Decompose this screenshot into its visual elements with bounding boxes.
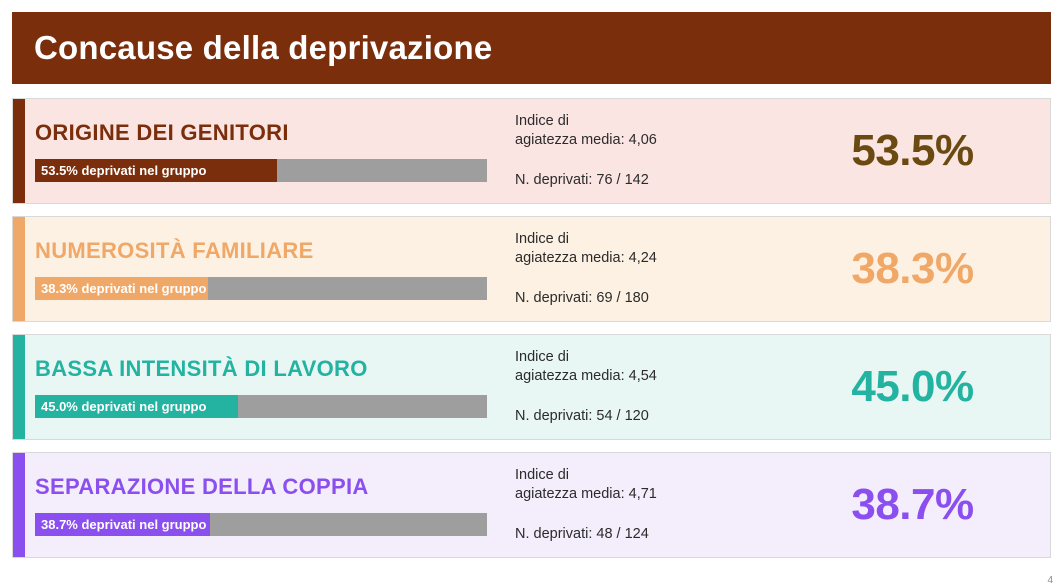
index-line-2: agiatezza media: 4,71	[515, 486, 657, 503]
bar-value-label: 38.3% deprivati nel gruppo	[41, 281, 207, 296]
card-left-column	[35, 238, 515, 300]
bar-value-label: 45.0% deprivati nel gruppo	[41, 399, 207, 414]
card-left-column	[35, 474, 515, 536]
percent-value: 38.3%	[851, 244, 974, 293]
percent-value: 53.5%	[851, 126, 974, 175]
percent-value: 38.7%	[851, 480, 974, 529]
index-line-2: agiatezza media: 4,54	[515, 368, 657, 385]
category-label: NUMEROSITÀ FAMILIARE	[35, 238, 314, 263]
bar-track	[35, 395, 487, 418]
index-line-1: Indice di	[515, 231, 570, 248]
card-left-column	[35, 356, 515, 418]
bar-track	[35, 159, 487, 182]
slide-title-bar	[12, 12, 1051, 84]
deprived-count-line: N. deprivati: 76 / 142	[515, 171, 649, 188]
card-accent-bar	[13, 335, 25, 439]
category-card	[12, 216, 1051, 322]
index-line-1: Indice di	[515, 467, 570, 484]
category-label: BASSA INTENSITÀ DI LAVORO	[35, 356, 368, 381]
index-line-2: agiatezza media: 4,06	[515, 132, 657, 149]
card-stats-column	[515, 230, 775, 307]
card-left-column	[35, 120, 515, 182]
bar-track	[35, 277, 487, 300]
index-line-1: Indice di	[515, 113, 570, 130]
card-stats-column	[515, 348, 775, 425]
category-card	[12, 334, 1051, 440]
card-stats-column	[515, 112, 775, 189]
card-stats-column	[515, 466, 775, 543]
category-label: SEPARAZIONE DELLA COPPIA	[35, 474, 369, 499]
category-card	[12, 98, 1051, 204]
bar-value-label: 53.5% deprivati nel gruppo	[41, 163, 207, 178]
deprived-count-line: N. deprivati: 69 / 180	[515, 289, 649, 306]
category-card	[12, 452, 1051, 558]
card-accent-bar	[13, 99, 25, 203]
slide-page-number: 4	[1047, 575, 1053, 586]
percent-value: 45.0%	[851, 362, 974, 411]
deprived-count-line: N. deprivati: 48 / 124	[515, 525, 649, 542]
deprived-count-line: N. deprivati: 54 / 120	[515, 407, 649, 424]
bar-track	[35, 513, 487, 536]
card-accent-bar	[13, 217, 25, 321]
page-title: Concause della deprivazione	[34, 29, 493, 66]
bar-value-label: 38.7% deprivati nel gruppo	[41, 517, 207, 532]
card-accent-bar	[13, 453, 25, 557]
index-line-1: Indice di	[515, 349, 570, 366]
category-card-list	[12, 98, 1051, 558]
index-line-2: agiatezza media: 4,24	[515, 250, 657, 267]
category-label: ORIGINE DEI GENITORI	[35, 120, 289, 145]
